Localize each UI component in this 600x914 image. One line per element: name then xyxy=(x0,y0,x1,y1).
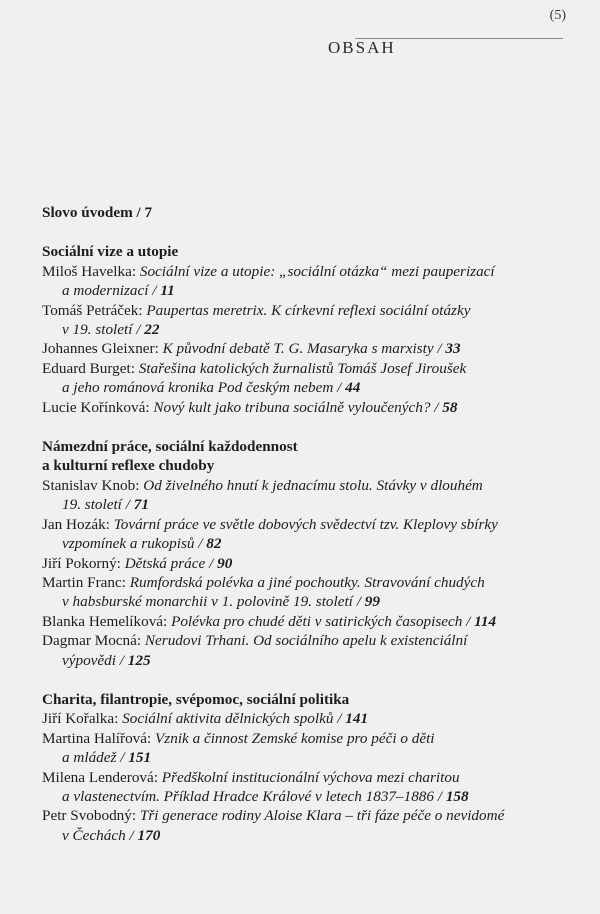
toc-entry xyxy=(42,631,582,670)
section-heading: Sociální vize a utopie xyxy=(42,243,179,261)
entry-author: Lucie Kořínková: xyxy=(42,398,150,416)
entry-title-cont: výpovědi xyxy=(62,651,116,669)
toc-entry-line2 xyxy=(42,534,582,553)
toc-section xyxy=(42,437,582,670)
foreword-entry: Slovo úvodem / 7 xyxy=(42,204,153,221)
toc-entry-line1 xyxy=(42,476,582,495)
entry-author: Martina Halířová: xyxy=(42,729,152,747)
entry-page: 170 xyxy=(137,826,161,844)
toc-entry-line2 xyxy=(42,748,582,767)
entry-page: 22 xyxy=(144,321,160,339)
entry-separator: / xyxy=(115,651,128,669)
entry-title: Rumfordská polévka a jiné pochoutky. Stravování chudých xyxy=(129,573,485,591)
entry-separator: / xyxy=(194,535,207,553)
toc-entry xyxy=(42,262,582,301)
toc-entry xyxy=(42,554,582,573)
toc-section xyxy=(42,690,582,845)
toc-entry-line1 xyxy=(42,573,582,592)
toc-entry-line2 xyxy=(42,592,582,611)
entry-separator: / xyxy=(148,282,161,300)
entry-author: Eduard Burget: xyxy=(42,359,135,377)
toc-entry xyxy=(42,612,582,631)
entry-title-cont: a jeho románová kronika Pod českým nebem xyxy=(62,379,334,397)
toc-entry-line1 xyxy=(42,729,582,748)
toc-entry xyxy=(42,359,582,398)
toc-sections xyxy=(42,242,582,845)
entry-separator: / xyxy=(121,496,134,514)
entry-page: 82 xyxy=(206,535,222,553)
entry-page: 114 xyxy=(474,612,497,630)
entry-separator: / xyxy=(333,710,346,728)
toc-entry xyxy=(42,806,582,845)
foreword-page: 7 xyxy=(144,204,153,221)
entry-separator: / xyxy=(333,379,346,397)
entry-author: Dagmar Mocná: xyxy=(42,632,142,650)
toc-entry xyxy=(42,729,582,768)
entry-page: 11 xyxy=(160,282,175,300)
toc-entry-line1 xyxy=(42,768,582,787)
entry-separator: / xyxy=(433,340,446,358)
entry-author: Jiří Kořalka: xyxy=(42,710,119,728)
entry-title: Sociální vize a utopie: „sociální otázka“ mezi pauperizací xyxy=(139,262,495,280)
entry-title: Dětská práce xyxy=(124,554,206,572)
section-heading: Námezdní práce, sociální každodennost xyxy=(42,438,298,456)
entry-separator: / xyxy=(125,826,138,844)
entry-page: 151 xyxy=(128,749,152,767)
entry-separator: / xyxy=(132,321,145,339)
toc-entry-line1 xyxy=(42,398,582,417)
entry-title: Polévka pro chudé děti v satirických časopisech xyxy=(171,612,463,630)
entry-title: Vznik a činnost Zemské komise pro péči o děti xyxy=(155,729,435,747)
section-heading-line2: a kulturní reflexe chudoby xyxy=(42,457,215,475)
toc-entry-line2 xyxy=(42,320,582,339)
toc-entry-line1 xyxy=(42,612,582,631)
entry-title-cont: a mládež xyxy=(62,749,117,767)
entry-page: 141 xyxy=(345,710,369,728)
table-of-contents xyxy=(42,203,582,865)
entry-title: Sociální aktivita dělnických spolků xyxy=(122,710,334,728)
toc-entry-line2 xyxy=(42,378,582,397)
entry-page: 90 xyxy=(217,554,233,572)
entry-author: Jiří Pokorný: xyxy=(42,554,121,572)
entry-separator: / xyxy=(434,787,446,805)
entry-title: Tovární práce ve světle dobových svědectví tzv. Kleplovy sbírky xyxy=(113,515,498,533)
entry-separator: / xyxy=(352,593,365,611)
toc-entry xyxy=(42,768,582,807)
entry-title: Předškolní institucionální výchova mezi charitou xyxy=(161,768,460,786)
entry-author: Miloš Havelka: xyxy=(42,262,137,280)
entry-title-cont: vzpomínek a rukopisů xyxy=(62,535,195,553)
toc-entry-line1 xyxy=(42,339,582,358)
entry-page: 58 xyxy=(442,398,458,416)
entry-author: Tomáš Petráček: xyxy=(42,301,143,319)
toc-entry xyxy=(42,301,582,340)
entry-title: Od živelného hnutí k jednacímu stolu. Stávky v dlouhém xyxy=(143,476,483,494)
toc-entry-line2 xyxy=(42,495,582,514)
entry-author: Stanislav Knob: xyxy=(42,476,140,494)
toc-entry xyxy=(42,476,582,515)
toc-entry xyxy=(42,709,582,728)
entry-author: Petr Svobodný: xyxy=(42,807,137,825)
entry-separator: / xyxy=(462,612,475,630)
entry-separator: / xyxy=(430,398,443,416)
entry-author: Martin Franc: xyxy=(42,573,126,591)
entry-title-cont: v habsburské monarchii v 1. polovině 19. století xyxy=(62,593,353,611)
toc-entry-line1 xyxy=(42,806,582,825)
toc-entry-line1 xyxy=(42,554,582,573)
toc-entry-line1 xyxy=(42,262,582,281)
toc-entry-line2 xyxy=(42,281,582,300)
entry-page: 125 xyxy=(127,651,151,669)
entry-author: Blanka Hemelíková: xyxy=(42,612,168,630)
entry-title: Stařešina katolických žurnalistů Tomáš Josef Jiroušek xyxy=(138,359,467,377)
toc-entry xyxy=(42,515,582,554)
entry-title: Nový kult jako tribuna sociálně vyloučených? xyxy=(153,398,431,416)
foreword-label: Slovo úvodem xyxy=(42,204,133,221)
entry-separator: / xyxy=(116,749,129,767)
toc-entry-line2 xyxy=(42,787,582,806)
toc-entry xyxy=(42,573,582,612)
page-title: OBSAH xyxy=(328,38,396,57)
toc-entry-line1 xyxy=(42,301,582,320)
toc-entry-line1 xyxy=(42,515,582,534)
toc-entry-line2 xyxy=(42,826,582,845)
entry-title-cont: v 19. století xyxy=(62,321,133,339)
entry-title: Tři generace rodiny Aloise Klara – tři fáze péče o nevidomé xyxy=(139,807,505,825)
entry-page: 71 xyxy=(133,496,149,514)
toc-entry xyxy=(42,339,582,358)
entry-title-cont: 19. století xyxy=(62,496,122,514)
entry-title-cont: a modernizací xyxy=(62,282,149,300)
entry-title-cont: a vlastenectvím. Příklad Hradce Králové v letech 1837–1886 xyxy=(62,787,434,805)
toc-entry-line1 xyxy=(42,709,582,728)
toc-section xyxy=(42,242,582,417)
entry-page: 158 xyxy=(445,787,469,805)
toc-entry-line2 xyxy=(42,651,582,670)
entry-page: 44 xyxy=(345,379,361,397)
entry-title: Nerudovi Trhani. Od sociálního apelu k existenciální xyxy=(144,632,468,650)
entry-title: Paupertas meretrix. K církevní reflexi sociální otázky xyxy=(146,301,471,319)
toc-entry xyxy=(42,398,582,417)
entry-page: 33 xyxy=(445,340,461,358)
toc-entry-line1 xyxy=(42,631,582,650)
entry-page: 99 xyxy=(364,593,380,611)
page-number: (5) xyxy=(549,8,566,23)
entry-separator: / xyxy=(205,554,218,572)
entry-author: Johannes Gleixner: xyxy=(42,340,159,358)
entry-author: Milena Lenderová: xyxy=(42,768,158,786)
entry-title: K původní debatě T. G. Masaryka s marxisty xyxy=(162,340,434,358)
entry-author: Jan Hozák: xyxy=(42,515,110,533)
section-heading: Charita, filantropie, svépomoc, sociální politika xyxy=(42,690,350,708)
toc-entry-line1 xyxy=(42,359,582,378)
entry-title-cont: v Čechách xyxy=(62,826,126,844)
